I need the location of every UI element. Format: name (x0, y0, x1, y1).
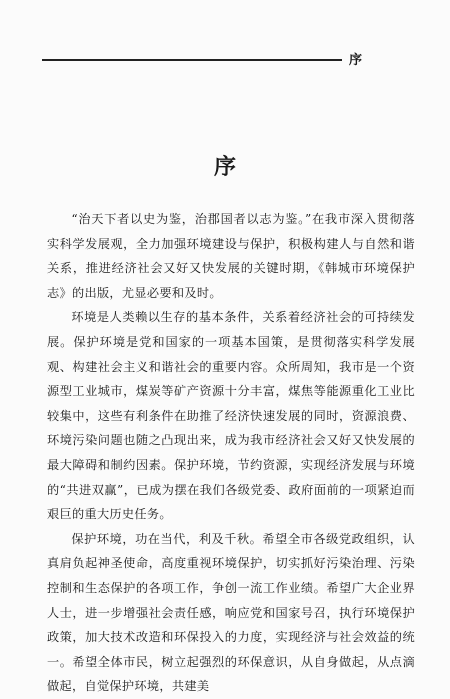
paragraph: 保护环境，功在当代，利及千秋。希望全市各级党政组织，认真肩负起神圣使命，高度重视环境保护，切实抓好污染治理、污染控制和生态保护的各项工作，争创一流工作业绩。希望广大企业界人士，进一步增强社会责任感，响应党和国家号召，执行环境保护政策，加大技术改造和环保投入的力度，实现经济与社会效益的统一。希望全体市民，树立起强烈的环保意识，从自身做起，从点滴做起，自觉保护环境，共建美 (47, 531, 415, 694)
page-title: 序 (213, 154, 236, 180)
running-head: 序 (349, 53, 364, 68)
paragraph: “治天下者以史为鉴，治郡国者以志为鉴。”在我市深入贯彻落实科学发展观，全力加强环境建设与保护，积极构建人与自然和谐关系，推进经济社会又好又快发展的关键时期，《韩城市环境保护志》的出版，尤显必要和及时。 (47, 212, 415, 300)
paragraph: 环境是人类赖以生存的基本条件，关系着经济社会的可持续发展。保护环境是党和国家的一项基本国策，是贯彻落实科学发展观、构建社会主义和谐社会的重要内容。众所周知，我市是一个资源型工业城市，煤炭等矿产资源十分丰富，煤焦等能源重化工业比较集中，这些有利条件在助推了经济快速发展的同时，资源浪费、环境污染问题也随之凸现出来，成为我市经济社会又好又快发展的最大障碍和制约因素。保护环境，节约资源，实现经济发展与环境的“共进双赢”，已成为摆在我们各级党委、政府面前的一项紧迫而艰巨的重大历史任务。 (47, 310, 415, 522)
body-text (47, 207, 415, 699)
header-rule (42, 59, 342, 61)
